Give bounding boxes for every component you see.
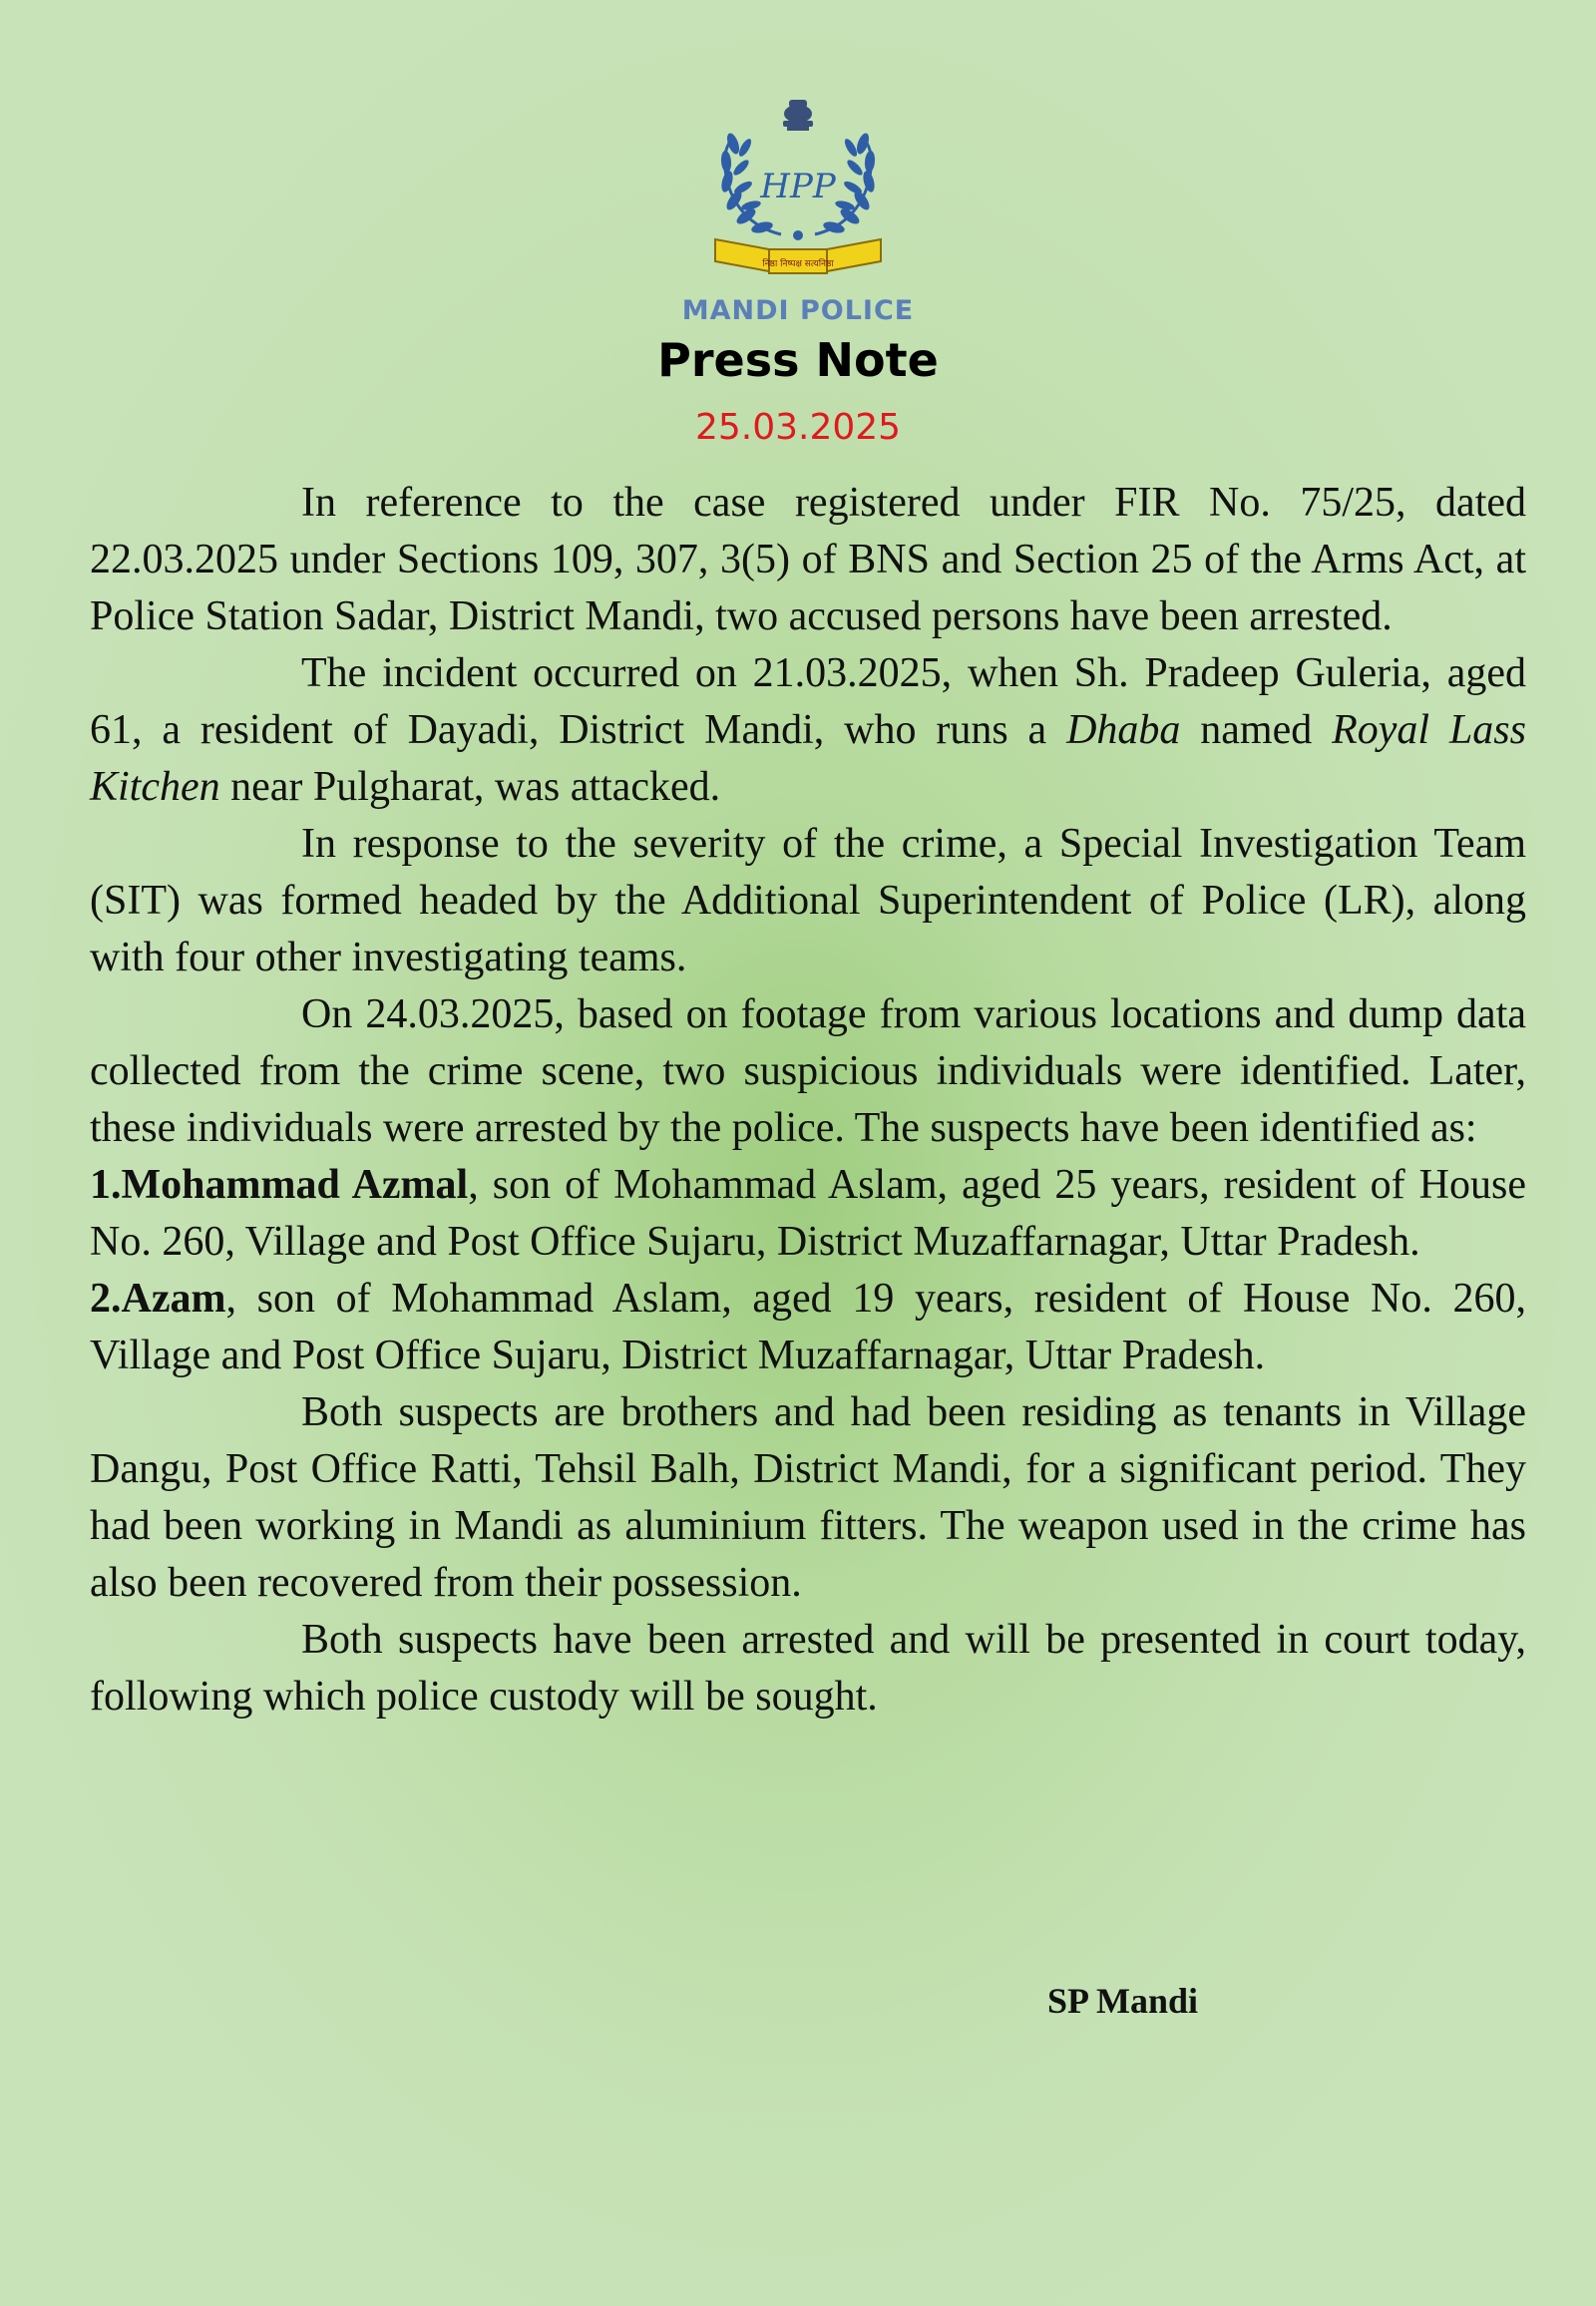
paragraph-custody: Both suspects have been arrested and will be presented in court today, following which police custody will be sought. — [90, 1617, 1526, 1720]
organization-name: MANDI POLICE — [681, 295, 915, 326]
signature: SP Mandi — [1047, 1981, 1199, 2021]
suspect-name: 2.Azam — [90, 1276, 226, 1322]
suspect-details: , son of Mohammad Aslam, aged 19 years, resident of House No. 260, Village and Post Office Sujaru, District Muzaffarnagar, Uttar Pradesh. — [90, 1276, 1526, 1378]
document-title: Press Note — [657, 333, 939, 387]
suspect-item — [90, 1157, 1526, 1271]
suspect-name: 1.Mohammad Azmal — [90, 1162, 469, 1208]
press-note-body — [90, 475, 1526, 1726]
suspect-item — [90, 1271, 1526, 1384]
document-date: 25.03.2025 — [694, 407, 902, 448]
lion-capital-icon — [783, 100, 813, 131]
paragraph-incident — [90, 645, 1526, 816]
paragraph-identification: On 24.03.2025, based on footage from various locations and dump data collected from the crime scene, two suspicious individuals were identified. Later, these individuals were arrested by the police. The suspects have been identified as: — [90, 991, 1526, 1151]
svg-text:निष्ठा निष्पक्ष सत्यनिष्ठा: निष्ठा निष्पक्ष सत्यनिष्ठा — [762, 259, 834, 269]
incident-text-end: near Pulgharat, was attacked. — [219, 764, 721, 810]
paragraph-sit-formation: In response to the severity of the crime, a Special Investigation Team (SIT) was formed headed by the Additional Superintendent of Police (LR), along with four other investigating teams. — [90, 821, 1526, 980]
monogram-text: HPP — [760, 167, 836, 206]
paragraph-background: Both suspects are brothers and had been residing as tenants in Village Dangu, Post Office Ratti, Tehsil Balh, District Mandi, for a significant period. They had been working in Mandi as aluminium fitters. The weapon used in the crime has also been recovered from their possession. — [90, 1389, 1526, 1606]
paragraph-case-reference: In reference to the case registered under FIR No. 75/25, dated 22.03.2025 under Sections 109, 307, 3(5) of BNS and Section 25 of the Arms Act, at Police Station Sadar, District Mandi, two accused persons have been arrested. — [90, 480, 1526, 639]
suspect-details: , son of Mohammad Aslam, aged 25 years, resident of House No. 260, Village and Post Office Sujaru, District Muzaffarnagar, Uttar Pradesh. — [90, 1162, 1526, 1265]
emblem-banner-icon — [715, 239, 881, 273]
police-emblem-icon — [711, 100, 885, 279]
incident-text-start: The incident occurred on 21.03.2025, when Sh. Pradeep Guleria, aged 61, a resident of Dayadi, District Mandi, who runs a — [90, 650, 1526, 753]
incident-text-middle: named — [1180, 707, 1333, 753]
dhaba-term: Dhaba — [1066, 707, 1181, 753]
restaurant-name: Royal Lass Kitchen — [90, 707, 1526, 810]
